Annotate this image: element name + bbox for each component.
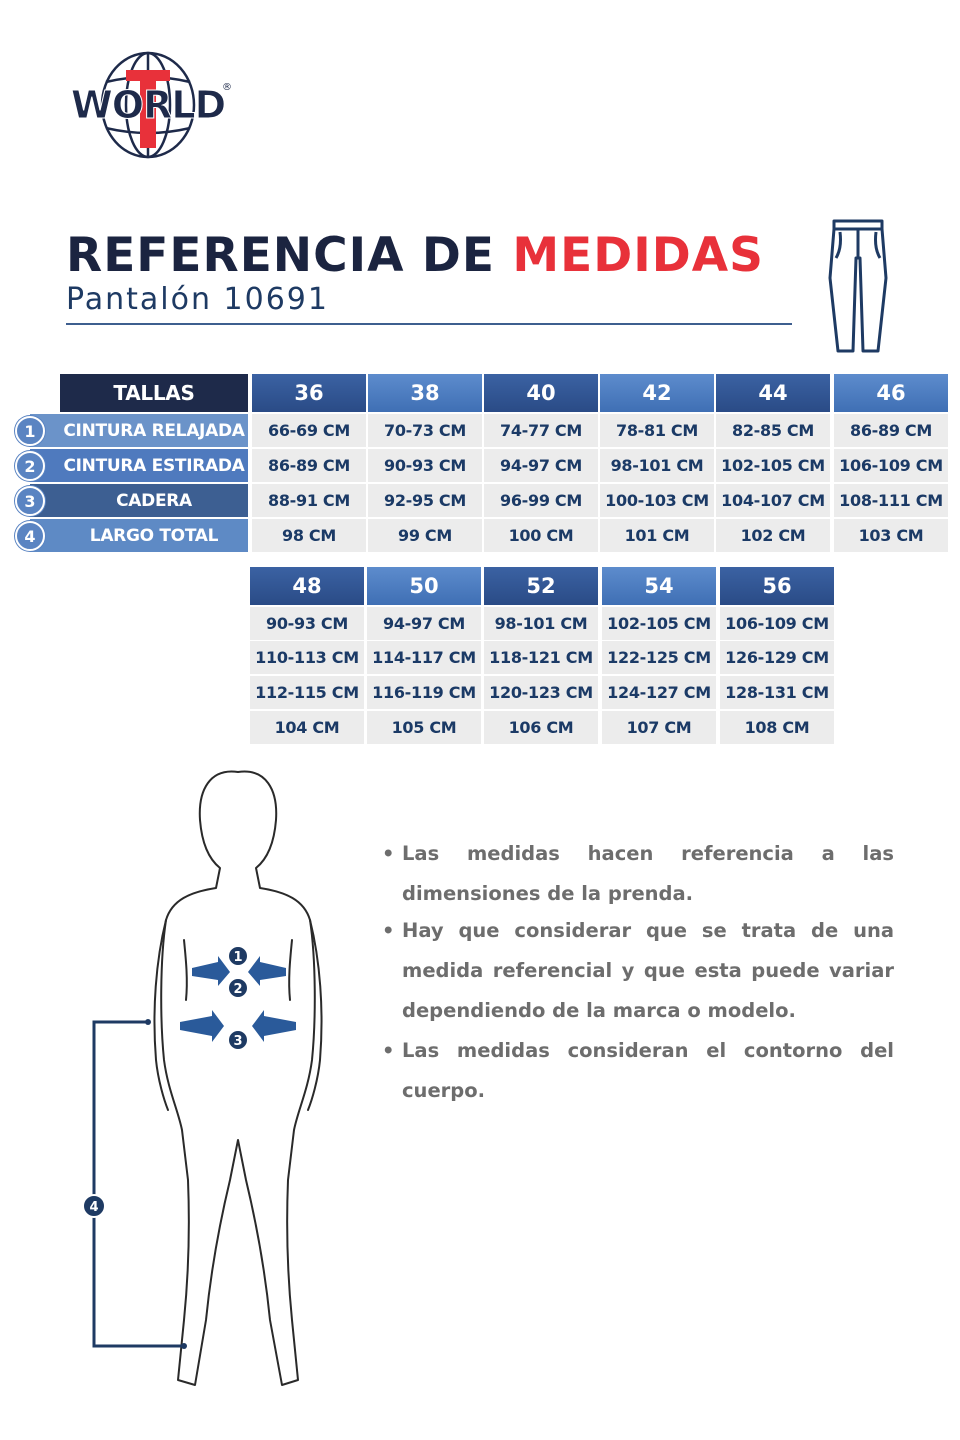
logo-letter: T <box>148 68 149 69</box>
size-header: 46 <box>834 374 948 412</box>
size-header: 54 <box>602 567 716 605</box>
size-header: 36 <box>252 374 366 412</box>
table-cell: 74-77 CM <box>484 414 598 447</box>
table-cell: 98-101 CM <box>600 449 714 482</box>
table-cell: 90-93 CM <box>250 607 364 640</box>
table-cell: 110-113 CM <box>250 641 364 674</box>
table-cell: 88-91 CM <box>252 484 366 517</box>
table-cell: 128-131 CM <box>720 676 834 709</box>
table-cell: 106-109 CM <box>720 607 834 640</box>
table-cell: 105 CM <box>367 711 481 744</box>
size-header: 40 <box>484 374 598 412</box>
size-header: 42 <box>600 374 714 412</box>
table-cell: 108-111 CM <box>834 484 948 517</box>
note-item <box>384 911 894 1031</box>
table-cell: 104-107 CM <box>716 484 830 517</box>
row-label: LARGO TOTAL <box>30 519 248 552</box>
row-label: CINTURA ESTIRADA <box>30 449 248 482</box>
table-cell: 116-119 CM <box>367 676 481 709</box>
table-cell: 98-101 CM <box>484 607 598 640</box>
table-cell: 82-85 CM <box>716 414 830 447</box>
table-cell: 106-109 CM <box>834 449 948 482</box>
table-cell: 103 CM <box>834 519 948 552</box>
marker-3: 3 <box>233 1034 243 1049</box>
page-title <box>66 228 764 283</box>
tallas-header: TALLAS <box>60 374 248 412</box>
row-number-badge: 3 <box>15 486 45 516</box>
table-cell: 102-105 CM <box>716 449 830 482</box>
table-cell: 114-117 CM <box>367 641 481 674</box>
world-logo <box>70 48 240 163</box>
table-cell: 106 CM <box>484 711 598 744</box>
note-item <box>384 834 894 914</box>
table-cell: 104 CM <box>250 711 364 744</box>
size-header: 44 <box>716 374 830 412</box>
row-number-badge: 4 <box>15 521 45 551</box>
title-main: REFERENCIA DE <box>66 228 513 283</box>
size-header: 56 <box>720 567 834 605</box>
size-header: 52 <box>484 567 598 605</box>
table-cell: 66-69 CM <box>252 414 366 447</box>
table-cell: 102-105 CM <box>602 607 716 640</box>
page-subtitle: Pantalón 10691 <box>66 282 329 317</box>
marker-2: 2 <box>233 982 243 997</box>
note-text: • Las medidas consideran el contorno del cuerpo. <box>402 1039 894 1102</box>
table-cell: 102 CM <box>716 519 830 552</box>
body-figure <box>60 760 360 1400</box>
row-number-badge: 1 <box>15 416 45 446</box>
table-cell: 96-99 CM <box>484 484 598 517</box>
table-cell: 108 CM <box>720 711 834 744</box>
table-cell: 120-123 CM <box>484 676 598 709</box>
table-cell: 99 CM <box>368 519 482 552</box>
table-cell: 78-81 CM <box>600 414 714 447</box>
table-cell: 94-97 CM <box>367 607 481 640</box>
title-accent: MEDIDAS <box>512 228 764 283</box>
note-text: • Las medidas hacen referencia a las dimensiones de la prenda. <box>402 842 894 905</box>
table-cell: 124-127 CM <box>602 676 716 709</box>
size-header: 38 <box>368 374 482 412</box>
note-item <box>384 1031 894 1111</box>
table-cell: 122-125 CM <box>602 641 716 674</box>
table-cell: 101 CM <box>600 519 714 552</box>
table-cell: 70-73 CM <box>368 414 482 447</box>
title-divider <box>66 323 792 325</box>
row-number-badge: 2 <box>15 451 45 481</box>
table-cell: 107 CM <box>602 711 716 744</box>
table-cell: 94-97 CM <box>484 449 598 482</box>
marker-1: 1 <box>233 950 243 965</box>
table-cell: 92-95 CM <box>368 484 482 517</box>
table-cell: 100 CM <box>484 519 598 552</box>
table-cell: 126-129 CM <box>720 641 834 674</box>
row-label: CADERA <box>30 484 248 517</box>
registered-mark: ® <box>222 82 232 93</box>
table-cell: 100-103 CM <box>600 484 714 517</box>
pants-icon <box>826 218 890 356</box>
table-cell: 86-89 CM <box>252 449 366 482</box>
table-cell: 86-89 CM <box>834 414 948 447</box>
note-text: • Hay que considerar que se trata de una medida referencial y que esta puede variar dependiendo de la marca o modelo. <box>402 919 894 1022</box>
size-header: 48 <box>250 567 364 605</box>
table-cell: 112-115 CM <box>250 676 364 709</box>
table-cell: 90-93 CM <box>368 449 482 482</box>
logo-text: WORLD <box>70 83 226 127</box>
table-cell: 98 CM <box>252 519 366 552</box>
row-label: CINTURA RELAJADA <box>30 414 248 447</box>
marker-4: 4 <box>89 1200 99 1215</box>
size-header: 50 <box>367 567 481 605</box>
table-cell: 118-121 CM <box>484 641 598 674</box>
